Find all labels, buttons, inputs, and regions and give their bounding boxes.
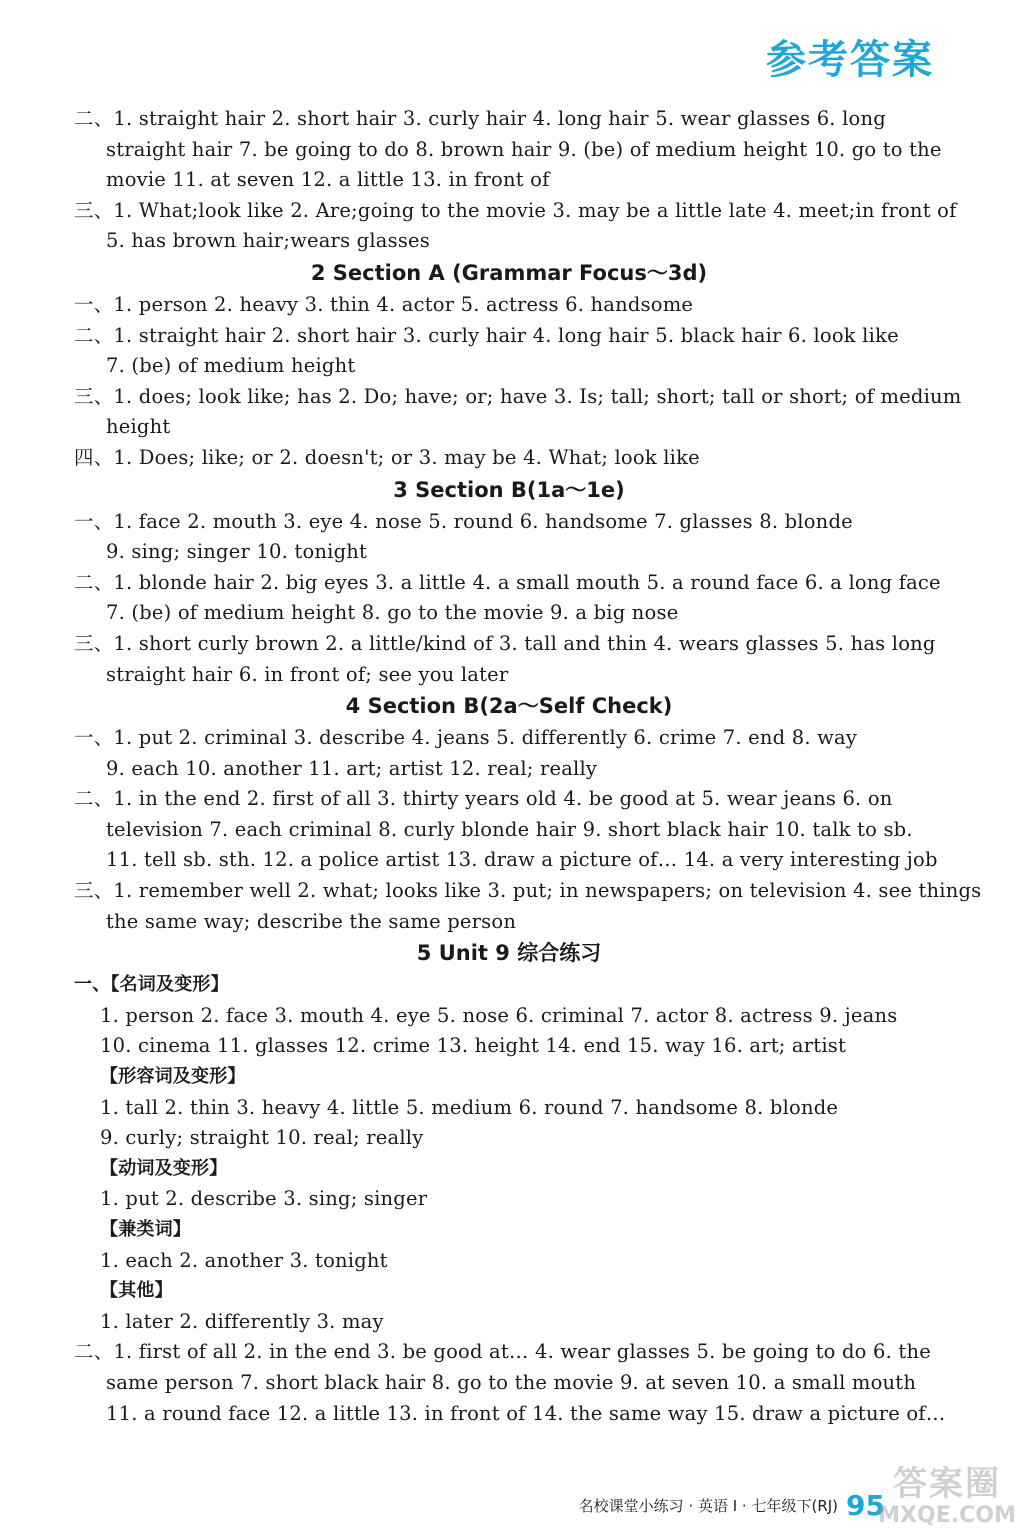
answer-line: 二、1. in the end 2. first of all 3. thirty years old 4. be good at 5. wear jeans 6. on [74,787,893,811]
answer-line: 7. (be) of medium height 8. go to the movie 9. a big nose [106,601,679,625]
category-label: 一、【名词及变形】 [74,974,229,996]
answer-line: 1. tall 2. thin 3. heavy 4. little 5. medium 6. round 7. handsome 8. blonde [100,1095,839,1119]
page-number: 95 [846,1489,885,1522]
answer-line: height [106,415,171,439]
answer-line: 5. has brown hair;wears glasses [106,229,430,253]
answer-line: 9. sing; singer 10. tonight [106,540,368,564]
answer-line: 1. person 2. face 3. mouth 4. eye 5. nose 6. criminal 7. actor 8. actress 9. jeans [100,1003,898,1027]
answer-line: 一、1. face 2. mouth 3. eye 4. nose 5. round 6. handsome 7. glasses 8. blonde [74,509,853,533]
answer-line: 二、1. straight hair 2. short hair 3. curly hair 4. long hair 5. wear glasses 6. long [74,107,886,130]
answer-line: television 7. each criminal 8. curly blonde hair 9. short black hair 10. talk to sb. [106,817,913,841]
answer-line: 9. each 10. another 11. art; artist 12. real; really [106,756,598,780]
answer-line: 10. cinema 11. glasses 12. crime 13. height 14. end 15. way 16. art; artist [100,1034,846,1058]
answer-line: 三、1. does; look like; has 2. Do; have; or; have 3. Is; tall; short; tall or short; of medium [74,384,962,408]
answer-line: 1. later 2. differently 3. may [100,1309,384,1333]
answer-line: 1. put 2. describe 3. sing; singer [100,1187,428,1211]
answer-content [74,104,982,1429]
answer-line: 一、1. person 2. heavy 3. thin 4. actor 5. actress 6. handsome [74,292,694,316]
category-label: 【形容词及变形】 [100,1066,246,1088]
category-label: 【其他】 [100,1280,173,1302]
answer-line: 1. each 2. another 3. tonight [100,1248,388,1272]
section-heading: 4 Section B(2a～Self Check) [345,694,673,719]
answer-line: straight hair 7. be going to do 8. brown hair 9. (be) of medium height 10. go to the [106,137,942,161]
watermark-text: 答案圈 [893,1464,1001,1504]
page-footer [579,1489,885,1522]
answer-line: 二、1. straight hair 2. short hair 3. curly hair 4. long hair 5. black hair 6. look like [74,323,899,347]
watermark-logo [872,1464,1022,1534]
answer-line: 四、1. Does; like; or 2. doesn't; or 3. may be 4. What; look like [74,445,700,469]
answer-line: the same way; describe the same person [106,909,517,933]
footer-book-info: 名校课堂小练习 · 英语 Ⅰ · 七年级下(RJ) [578,1497,839,1515]
answer-line: movie 11. at seven 12. a little 13. in front of [106,168,550,192]
answer-line: same person 7. short black hair 8. go to the movie 9. at seven 10. a small mouth [106,1370,917,1394]
section-heading: 2 Section A (Grammar Focus～3d) [310,260,708,285]
section-heading: 5 Unit 9 综合练习 [416,941,602,966]
answer-line: 7. (be) of medium height [106,354,356,378]
answer-line: 二、1. blonde hair 2. big eyes 3. a little 4. a small mouth 5. a round face 6. a long face [74,570,941,594]
page-header-title: 参考答案 [766,37,934,83]
watermark-url: MXQE.COM [878,1503,1016,1528]
category-label: 【动词及变形】 [100,1157,228,1179]
answer-line: 三、1. What;look like 2. Are;going to the movie 3. may be a little late 4. meet;in front of [74,198,957,222]
answer-line: 9. curly; straight 10. real; really [100,1126,424,1150]
answer-line: 一、1. put 2. criminal 3. describe 4. jeans 5. differently 6. crime 7. end 8. way [74,726,858,750]
answer-line: 11. tell sb. sth. 12. a police artist 13. draw a picture of… 14. a very interesting job [106,848,938,872]
category-label: 【兼类词】 [100,1219,191,1240]
answer-line: 二、1. first of all 2. in the end 3. be good at… 4. wear glasses 5. be going to do 6. the [74,1340,931,1364]
section-heading: 3 Section B(1a～1e) [393,477,625,502]
answer-line: 三、1. remember well 2. what; looks like 3. put; in newspapers; on television 4. see things [74,879,982,903]
answer-line: 11. a round face 12. a little 13. in front of 14. the same way 15. draw a picture of… [106,1401,946,1425]
answer-line: 三、1. short curly brown 2. a little/kind of 3. tall and thin 4. wears glasses 5. has long [74,631,936,655]
answer-line: straight hair 6. in front of; see you later [106,662,509,686]
